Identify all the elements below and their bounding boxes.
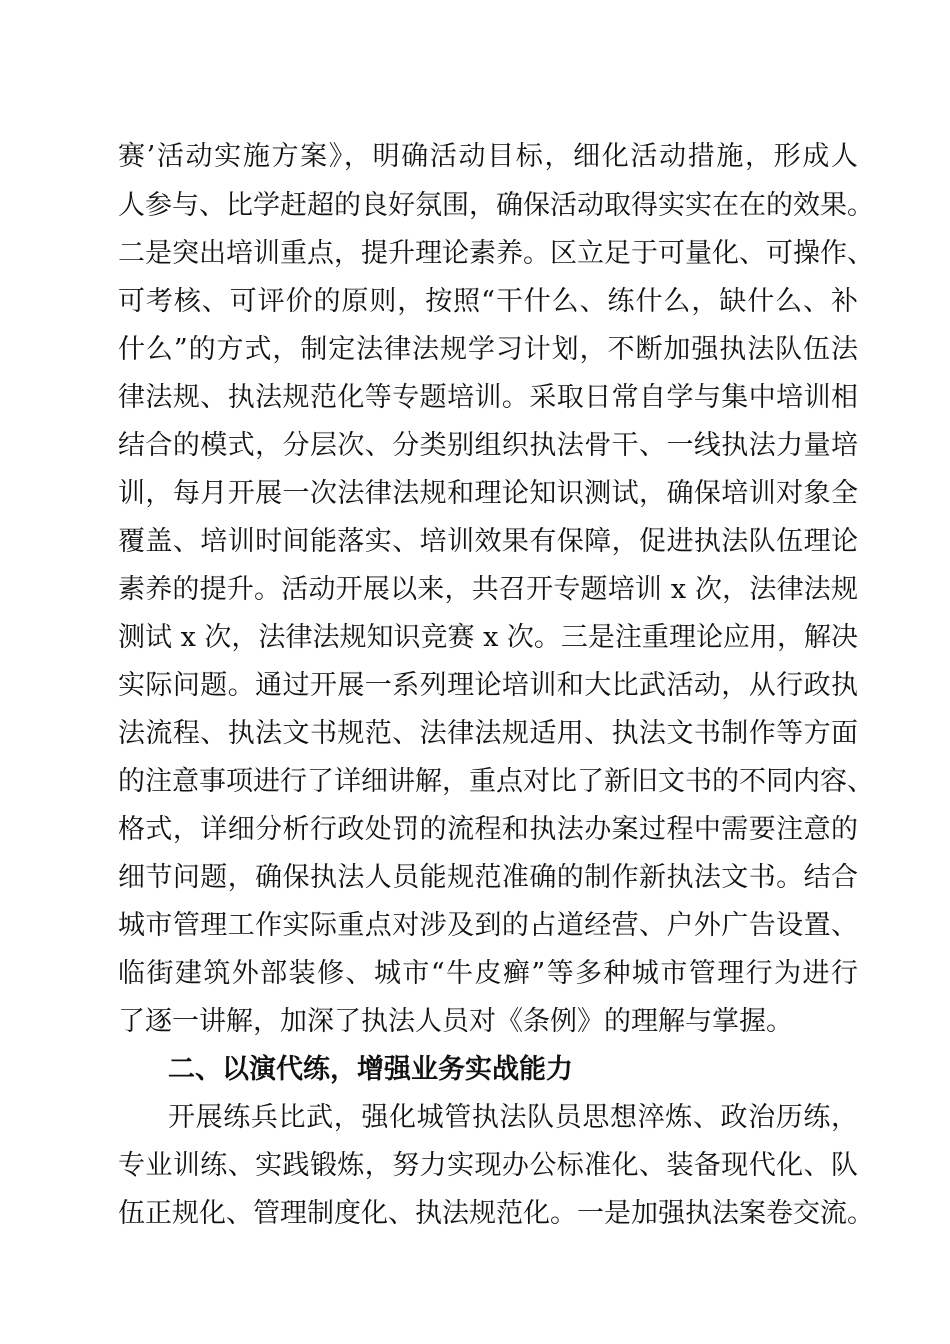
text-line: 细节问题，确保执法人员能规范准确的制作新执法文书。结合 bbox=[118, 862, 858, 893]
text-line: 素养的提升。活动开展以来，共召开专题培训 x 次，法律法规 bbox=[118, 574, 858, 605]
text-line: 了逐一讲解，加深了执法人员对《条例》的理解与掌握。 bbox=[118, 1006, 793, 1037]
text-line: 法流程、执法文书规范、法律法规适用、执法文书制作等方面 bbox=[118, 718, 858, 749]
text-line: 人参与、比学赶超的良好氛围，确保活动取得实实在在的效果。 bbox=[118, 190, 874, 221]
text-line: 格式，详细分析行政处罚的流程和执法办案过程中需要注意的 bbox=[118, 814, 858, 845]
text-line: 专业训练、实践锻炼，努力实现办公标准化、装备现代化、队 bbox=[118, 1150, 858, 1181]
section-heading: 二、以演代练，增强业务实战能力 bbox=[168, 1054, 573, 1085]
text-line: 开展练兵比武，强化城管执法队员思想淬炼、政治历练， bbox=[168, 1102, 858, 1133]
text-line: 结合的模式，分层次、分类别组织执法骨干、一线执法力量培 bbox=[118, 430, 858, 461]
text-line: 覆盖、培训时间能落实、培训效果有保障，促进执法队伍理论 bbox=[118, 526, 858, 557]
text-line: 城市管理工作实际重点对涉及到的占道经营、户外广告设置、 bbox=[118, 910, 858, 941]
text-line: 的注意事项进行了详细讲解，重点对比了新旧文书的不同内容、 bbox=[118, 766, 874, 797]
text-line: 赛’活动实施方案》，明确活动目标，细化活动措施，形成人 bbox=[118, 141, 858, 172]
text-line: 什么”的方式，制定法律法规学习计划，不断加强执法队伍法 bbox=[118, 334, 858, 365]
text-line: 律法规、执法规范化等专题培训。采取日常自学与集中培训相 bbox=[118, 382, 858, 413]
text-line: 训，每月开展一次法律法规和理论知识测试，确保培训对象全 bbox=[118, 478, 858, 509]
text-line: 临街建筑外部装修、城市“牛皮癣”等多种城市管理行为进行 bbox=[118, 958, 858, 989]
text-line: 测试 x 次，法律法规知识竞赛 x 次。三是注重理论应用，解决 bbox=[118, 622, 858, 653]
text-line: 伍正规化、管理制度化、执法规范化。一是加强执法案卷交流。 bbox=[118, 1198, 874, 1229]
text-line: 二是突出培训重点，提升理论素养。区立足于可量化、可操作、 bbox=[118, 238, 874, 269]
text-line: 实际问题。通过开展一系列理论培训和大比武活动，从行政执 bbox=[118, 670, 858, 701]
text-line: 可考核、可评价的原则，按照“干什么、练什么，缺什么、补 bbox=[118, 286, 858, 317]
